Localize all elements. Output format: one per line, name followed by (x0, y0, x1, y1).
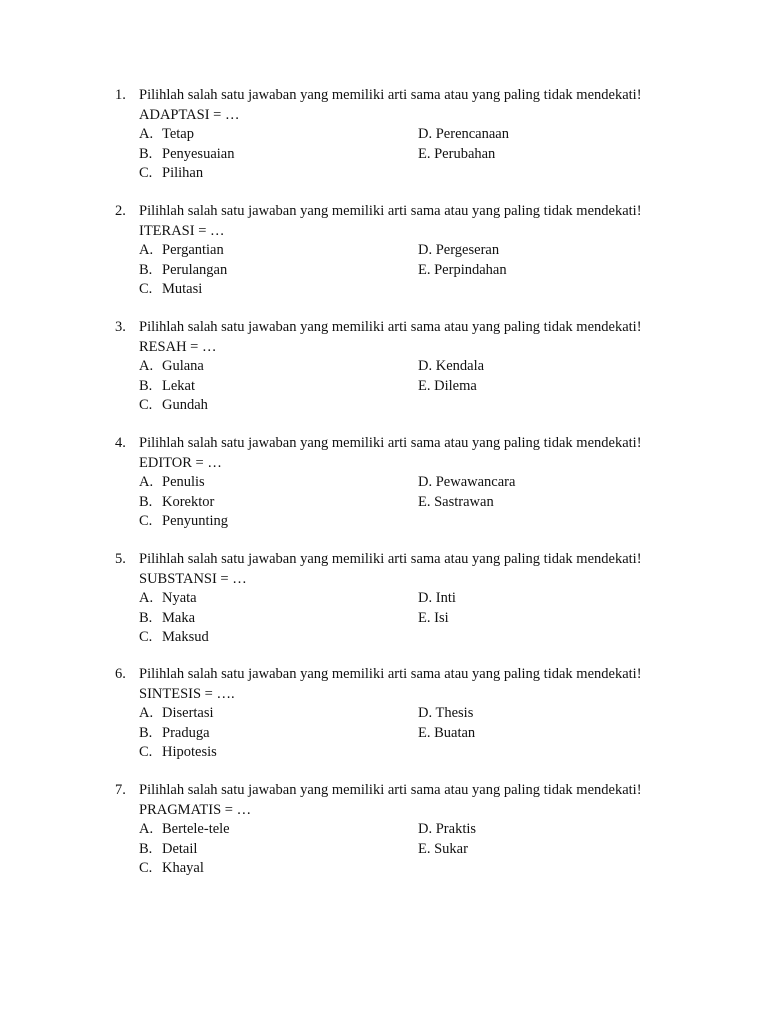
option-c (139, 396, 208, 415)
option-text: Perpindahan (434, 261, 507, 278)
option-letter: D. (418, 474, 433, 490)
option-letter: C. (139, 744, 153, 760)
option-b (139, 377, 195, 396)
option-letter: E. (418, 377, 431, 394)
option-letter: A. (139, 821, 154, 837)
question-stem: Pilihlah salah satu jawaban yang memiliki arti sama atau yang paling tidak mendekati! (139, 666, 642, 682)
option-d (418, 589, 456, 608)
option-letter: D. (418, 705, 433, 721)
option-letter: E. (418, 145, 431, 162)
question-term: EDITOR = … (139, 454, 222, 471)
option-text: Pergeseran (435, 242, 500, 258)
option-a (139, 820, 230, 839)
question-number: 6. (115, 666, 126, 682)
option-letter: B. (139, 377, 153, 394)
option-text: Buatan (434, 724, 476, 741)
option-letter: A. (139, 590, 154, 606)
question-stem: Pilihlah salah satu jawaban yang memiliki arti sama atau yang paling tidak mendekati! (139, 551, 642, 567)
option-e (418, 377, 477, 396)
option-b (139, 609, 195, 628)
option-a (139, 589, 197, 608)
option-text: Inti (435, 590, 456, 606)
option-letter: D. (418, 590, 433, 606)
question-term: RESAH = … (139, 338, 217, 355)
option-letter: C. (139, 860, 153, 876)
option-text: Pewawancara (435, 474, 516, 490)
option-text: Praduga (162, 724, 210, 741)
question-term: ADAPTASI = … (139, 106, 240, 123)
option-text: Tetap (162, 126, 194, 142)
option-text: Penulis (162, 474, 205, 490)
option-e (418, 493, 494, 512)
option-text: Kendala (435, 358, 485, 374)
option-c (139, 164, 203, 183)
option-text: Lekat (162, 377, 196, 394)
option-text: Gundah (162, 397, 208, 413)
option-text: Perubahan (434, 145, 496, 162)
option-text: Dilema (434, 377, 477, 394)
option-letter: A. (139, 705, 154, 721)
option-a (139, 125, 194, 144)
option-letter: B. (139, 261, 153, 278)
question-term: SINTESIS = …. (139, 685, 235, 702)
option-letter: E. (418, 840, 431, 857)
question-stem: Pilihlah salah satu jawaban yang memiliki arti sama atau yang paling tidak mendekati! (139, 203, 642, 219)
option-letter: A. (139, 126, 154, 142)
question-stem: Pilihlah salah satu jawaban yang memiliki arti sama atau yang paling tidak mendekati! (139, 782, 642, 798)
option-letter: E. (418, 609, 431, 626)
option-d (418, 704, 473, 723)
option-e (418, 145, 495, 164)
option-c (139, 859, 204, 878)
option-letter: D. (418, 242, 433, 258)
question-term: ITERASI = … (139, 222, 225, 239)
option-c (139, 743, 217, 762)
option-b (139, 840, 197, 859)
option-letter: B. (139, 609, 153, 626)
option-text: Thesis (435, 705, 474, 721)
option-b (139, 261, 227, 280)
option-letter: C. (139, 281, 153, 297)
question-number: 4. (115, 435, 126, 451)
option-text: Korektor (162, 493, 215, 510)
option-c (139, 628, 209, 647)
option-letter: A. (139, 242, 154, 258)
option-text: Gulana (162, 358, 204, 374)
option-letter: C. (139, 397, 153, 413)
option-text: Sastrawan (434, 493, 494, 510)
option-a (139, 704, 214, 723)
option-letter: A. (139, 474, 154, 490)
option-text: Penyesuaian (162, 145, 235, 162)
option-text: Bertele-tele (162, 821, 230, 837)
option-text: Perulangan (162, 261, 228, 278)
option-text: Penyunting (162, 513, 229, 529)
option-b (139, 145, 234, 164)
option-letter: A. (139, 358, 154, 374)
option-text: Isi (434, 609, 449, 626)
option-a (139, 473, 205, 492)
option-text: Hipotesis (162, 744, 217, 760)
option-text: Sukar (434, 840, 468, 857)
option-e (418, 840, 468, 859)
option-letter: E. (418, 724, 431, 741)
option-a (139, 357, 204, 376)
question-number: 5. (115, 551, 126, 567)
option-text: Nyata (162, 590, 197, 606)
option-e (418, 261, 507, 280)
question-stem: Pilihlah salah satu jawaban yang memiliki arti sama atau yang paling tidak mendekati! (139, 87, 642, 103)
option-letter: C. (139, 165, 153, 181)
question-term: PRAGMATIS = … (139, 801, 252, 818)
option-letter: B. (139, 145, 153, 162)
option-text: Detail (162, 840, 198, 857)
option-letter: E. (418, 261, 431, 278)
option-letter: D. (418, 821, 433, 837)
question-term: SUBSTANSI = … (139, 570, 247, 587)
option-b (139, 724, 210, 743)
question-number: 7. (115, 782, 126, 798)
question-number: 3. (115, 319, 126, 335)
option-text: Mutasi (162, 281, 203, 297)
option-d (418, 241, 499, 260)
option-d (418, 473, 515, 492)
option-letter: C. (139, 513, 153, 529)
option-letter: B. (139, 840, 153, 857)
option-text: Praktis (435, 821, 477, 837)
option-text: Perencanaan (435, 126, 509, 142)
option-c (139, 512, 228, 531)
question-number: 2. (115, 203, 126, 219)
option-letter: D. (418, 358, 433, 374)
option-text: Disertasi (162, 705, 214, 721)
question-number: 1. (115, 87, 126, 103)
option-letter: B. (139, 493, 153, 510)
option-text: Maka (162, 609, 196, 626)
option-text: Pergantian (162, 242, 224, 258)
question-stem: Pilihlah salah satu jawaban yang memiliki arti sama atau yang paling tidak mendekati! (139, 319, 642, 335)
option-text: Khayal (162, 860, 204, 876)
question-stem: Pilihlah salah satu jawaban yang memiliki arti sama atau yang paling tidak mendekati! (139, 435, 642, 451)
option-text: Maksud (162, 629, 209, 645)
option-letter: D. (418, 126, 433, 142)
option-letter: B. (139, 724, 153, 741)
option-letter: E. (418, 493, 431, 510)
option-c (139, 280, 202, 299)
option-e (418, 724, 475, 743)
option-letter: C. (139, 629, 153, 645)
option-text: Pilihan (162, 165, 204, 181)
option-e (418, 609, 449, 628)
option-d (418, 357, 484, 376)
option-d (418, 820, 476, 839)
option-b (139, 493, 214, 512)
option-d (418, 125, 509, 144)
option-a (139, 241, 224, 260)
